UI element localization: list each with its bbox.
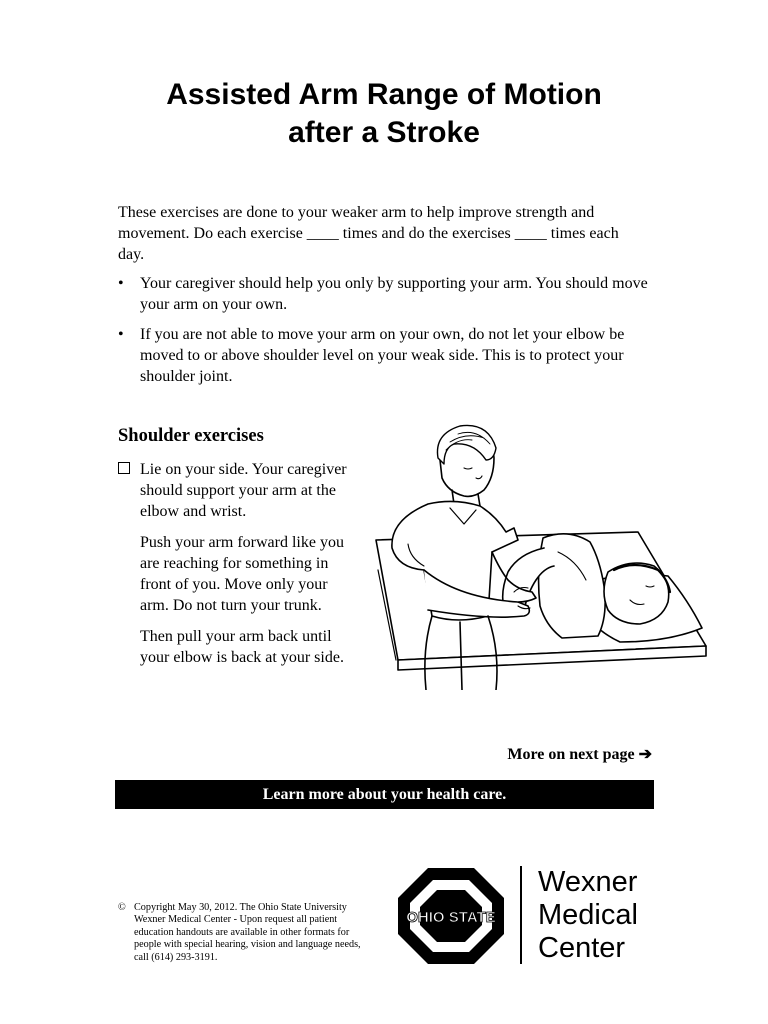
exercise-step: Then pull your arm back until your elbow is back at your side. (140, 628, 344, 666)
checkbox-icon[interactable] (118, 462, 130, 474)
logo-wordmark: OHIO STATE (406, 909, 496, 926)
copyright-notice (118, 902, 373, 964)
section-heading: Shoulder exercises (118, 426, 264, 446)
logo-line: Wexner (538, 866, 638, 898)
exercise-instructions (118, 459, 358, 678)
list-item-text: If you are not able to move your arm on your own, do not let your elbow be moved to or above shoulder level on your weak side. This is to protect your shoulder joint. (140, 326, 625, 385)
exercise-step-text: Lie on your side. Your caregiver should support your arm at the elbow and wrist. (140, 461, 347, 520)
copyright-icon: © (118, 902, 126, 913)
more-next-page-link[interactable]: More on next page ➔ (507, 746, 652, 763)
logo-line: Center (538, 932, 626, 964)
logo-divider (520, 866, 522, 964)
exercise-step (140, 459, 358, 522)
page-title (0, 76, 768, 152)
copyright-text: Copyright May 30, 2012. The Ohio State University Wexner Medical Center - Upon request all patient education handouts are available in other formats for people with special hearing, vision and language needs, call (614) 293-3191. (134, 902, 361, 963)
title-line-2: after a Stroke (288, 116, 480, 149)
list-item (118, 273, 648, 315)
list-item-text: Your caregiver should help you only by supporting your arm. You should move your arm on your own. (140, 275, 648, 313)
logo-line: Medical (538, 899, 638, 931)
intro-paragraph: These exercises are done to your weaker arm to help improve strength and movement. Do each exercise ____ times and do the exercises ____ times each day. (118, 204, 619, 263)
bullet-icon: • (118, 326, 124, 343)
bullet-icon: • (118, 275, 124, 292)
list-item (118, 324, 648, 387)
wexner-medical-center-logo (538, 866, 638, 965)
exercise-step: Push your arm forward like you are reaching for something in front of you. Move only your arm. Do not turn your trunk. (140, 534, 344, 614)
ohio-state-logo-icon (396, 864, 506, 966)
exercise-illustration (368, 420, 708, 690)
guideline-list (118, 273, 648, 396)
title-line-1: Assisted Arm Range of Motion (166, 78, 602, 111)
learn-more-banner: Learn more about your health care. (115, 780, 654, 809)
